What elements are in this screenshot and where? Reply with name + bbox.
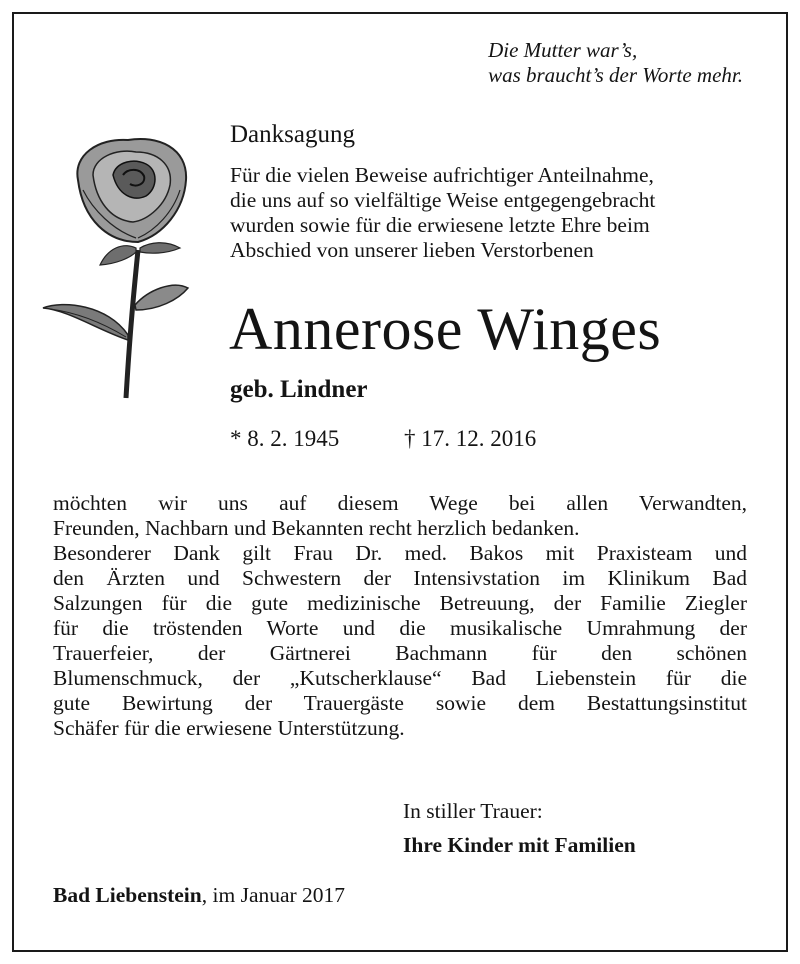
mourning-block: [403, 797, 636, 859]
place-name: Bad Liebenstein: [53, 883, 202, 907]
thanks-text: [53, 491, 747, 741]
intro-line: Abschied von unserer lieben Verstorbenen: [230, 238, 594, 262]
rose-icon: [38, 130, 213, 405]
body-line: Salzungen für die gute medizinische Betreuung, der Familie Ziegler: [53, 591, 747, 615]
intro-text: [230, 163, 655, 263]
body-line: den Ärzten und Schwestern der Intensivstation im Klinikum Bad: [53, 566, 747, 590]
body-line: Freunden, Nachbarn und Bekannten recht herzlich bedanken.: [53, 516, 580, 540]
intro-line: die uns auf so vielfältige Weise entgegengebracht: [230, 188, 656, 212]
date-text: , im Januar 2017: [201, 883, 346, 907]
motto: [488, 38, 743, 88]
birth-date: * 8. 2. 1945: [230, 426, 340, 451]
heading: Danksagung: [230, 121, 355, 148]
death-date: † 17. 12. 2016: [404, 426, 537, 451]
motto-line: was braucht’s der Worte mehr.: [488, 63, 743, 87]
intro-line: Für die vielen Beweise aufrichtiger Anteilnahme,: [230, 163, 654, 187]
body-line: gute Bewirtung der Trauergäste sowie dem Bestattungsinstitut: [53, 691, 747, 715]
body-line: Schäfer für die erwiesene Unterstützung.: [53, 716, 405, 740]
body-line: möchten wir uns auf diesem Wege bei allen Verwandten,: [53, 491, 747, 515]
body-line: für die tröstenden Worte und die musikalische Umrahmung der: [53, 616, 747, 640]
mourners: Ihre Kinder mit Familien: [403, 833, 636, 857]
birth-name: geb. Lindner: [230, 376, 368, 403]
body-line: Besonderer Dank gilt Frau Dr. med. Bakos mit Praxisteam und: [53, 541, 747, 565]
life-dates: [230, 424, 536, 454]
intro-line: wurden sowie für die erwiesene letzte Ehre beim: [230, 213, 650, 237]
place-date: [53, 881, 345, 909]
motto-line: Die Mutter war’s,: [488, 38, 638, 62]
body-line: Blumenschmuck, der „Kutscherklause“ Bad Liebenstein für die: [53, 666, 747, 690]
deceased-name: Annerose Winges: [229, 296, 662, 362]
mourning-label: In stiller Trauer:: [403, 799, 543, 823]
body-line: Trauerfeier, der Gärtnerei Bachmann für den schönen: [53, 641, 747, 665]
